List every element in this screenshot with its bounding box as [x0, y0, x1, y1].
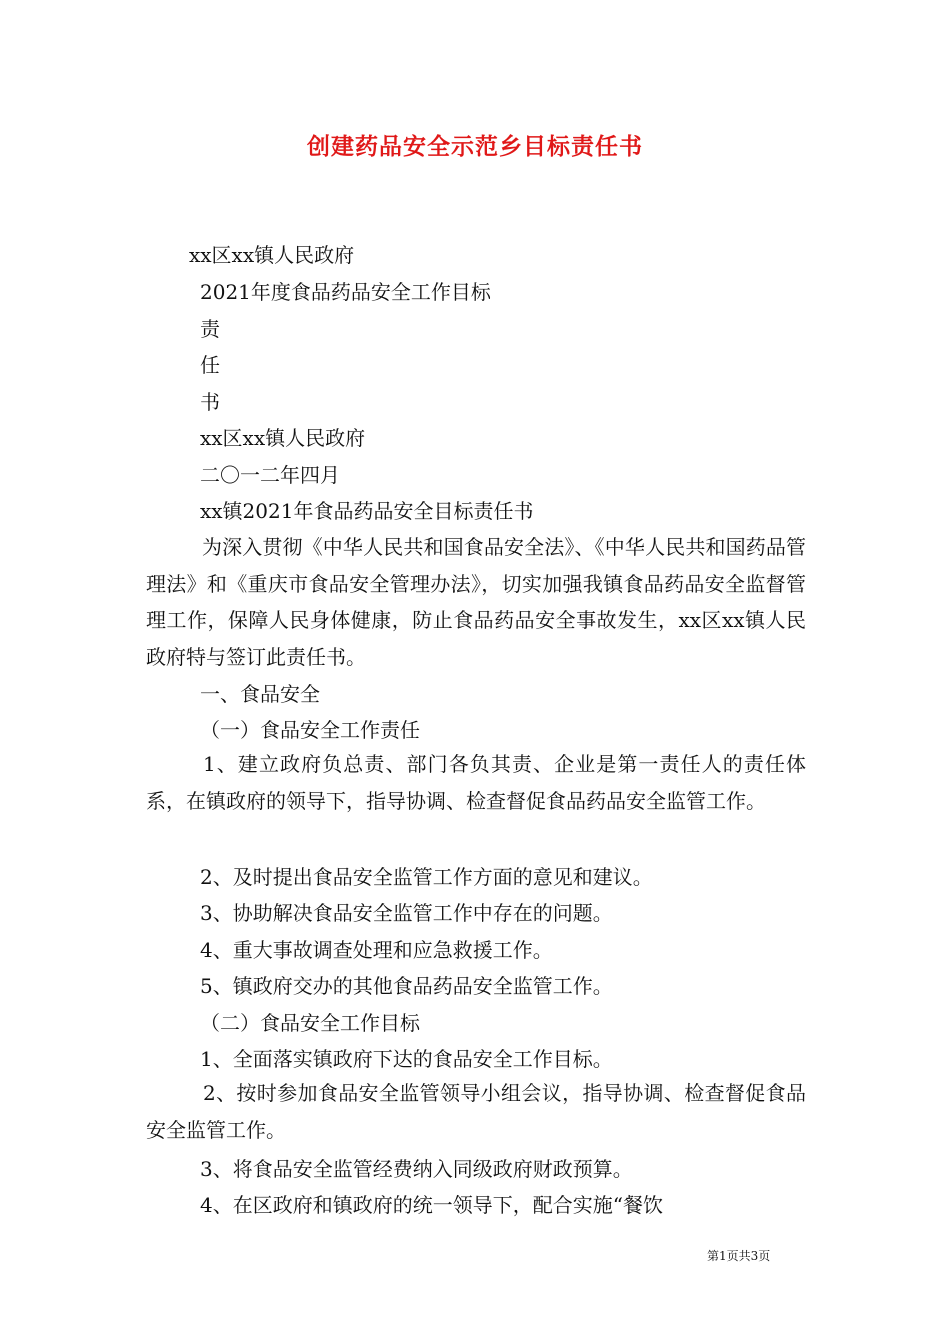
list-item: 3、协助解决食品安全监管工作中存在的问题。	[200, 901, 613, 925]
list-item: 4、重大事故调查处理和应急救援工作。	[200, 938, 553, 962]
list-item: 3、将食品安全监管经费纳入同级政府财政预算。	[200, 1157, 633, 1181]
list-item: 5、镇政府交办的其他食品药品安全监管工作。	[200, 974, 613, 998]
cover-date: 二〇一二年四月	[200, 463, 340, 487]
list-item: 1、建立政府负总责、部门各负其责、企业是第一责任人的责任体系，在镇政府的领导下，指导协调、检查督促食品药品安全监管工作。	[146, 752, 806, 813]
list-item: 4、在区政府和镇政府的统一领导下，配合实施“餐饮	[200, 1193, 663, 1217]
cover-issuer-bottom: xx区xx镇人民政府	[200, 426, 366, 450]
subsection-heading: （二）食品安全工作目标	[200, 1011, 420, 1035]
cover-vertical-char: 责	[200, 317, 220, 341]
cover-vertical-char: 书	[200, 390, 220, 414]
list-item: 2、按时参加食品安全监管领导小组会议，指导协调、检查督促食品安全监管工作。	[146, 1081, 806, 1142]
doc-heading: xx镇2021年食品药品安全目标责任书	[200, 499, 534, 523]
section-heading: 一、食品安全	[200, 682, 320, 706]
list-item: 2、及时提出食品安全监管工作方面的意见和建议。	[200, 865, 653, 889]
cover-vertical-char: 任	[200, 353, 220, 377]
subsection-heading: （一）食品安全工作责任	[200, 718, 420, 742]
cover-subject: 2021年度食品药品安全工作目标	[200, 280, 491, 304]
document-title: 创建药品安全示范乡目标责任书	[307, 134, 643, 160]
preamble-paragraph: 为深入贯彻《中华人民共和国食品安全法》、《中华人民共和国药品管理法》和《重庆市食品安全管理办法》，切实加强我镇食品药品安全监督管理工作，保障人民身体健康，防止食品药品安全事故发生，xx区xx镇人民政府特与签订此责任书。	[146, 535, 806, 669]
list-item: 1、全面落实镇政府下达的食品安全工作目标。	[200, 1047, 613, 1071]
cover-issuer-top: xx区xx镇人民政府	[189, 243, 355, 267]
page-number: 第1页共3页	[707, 1249, 771, 1263]
